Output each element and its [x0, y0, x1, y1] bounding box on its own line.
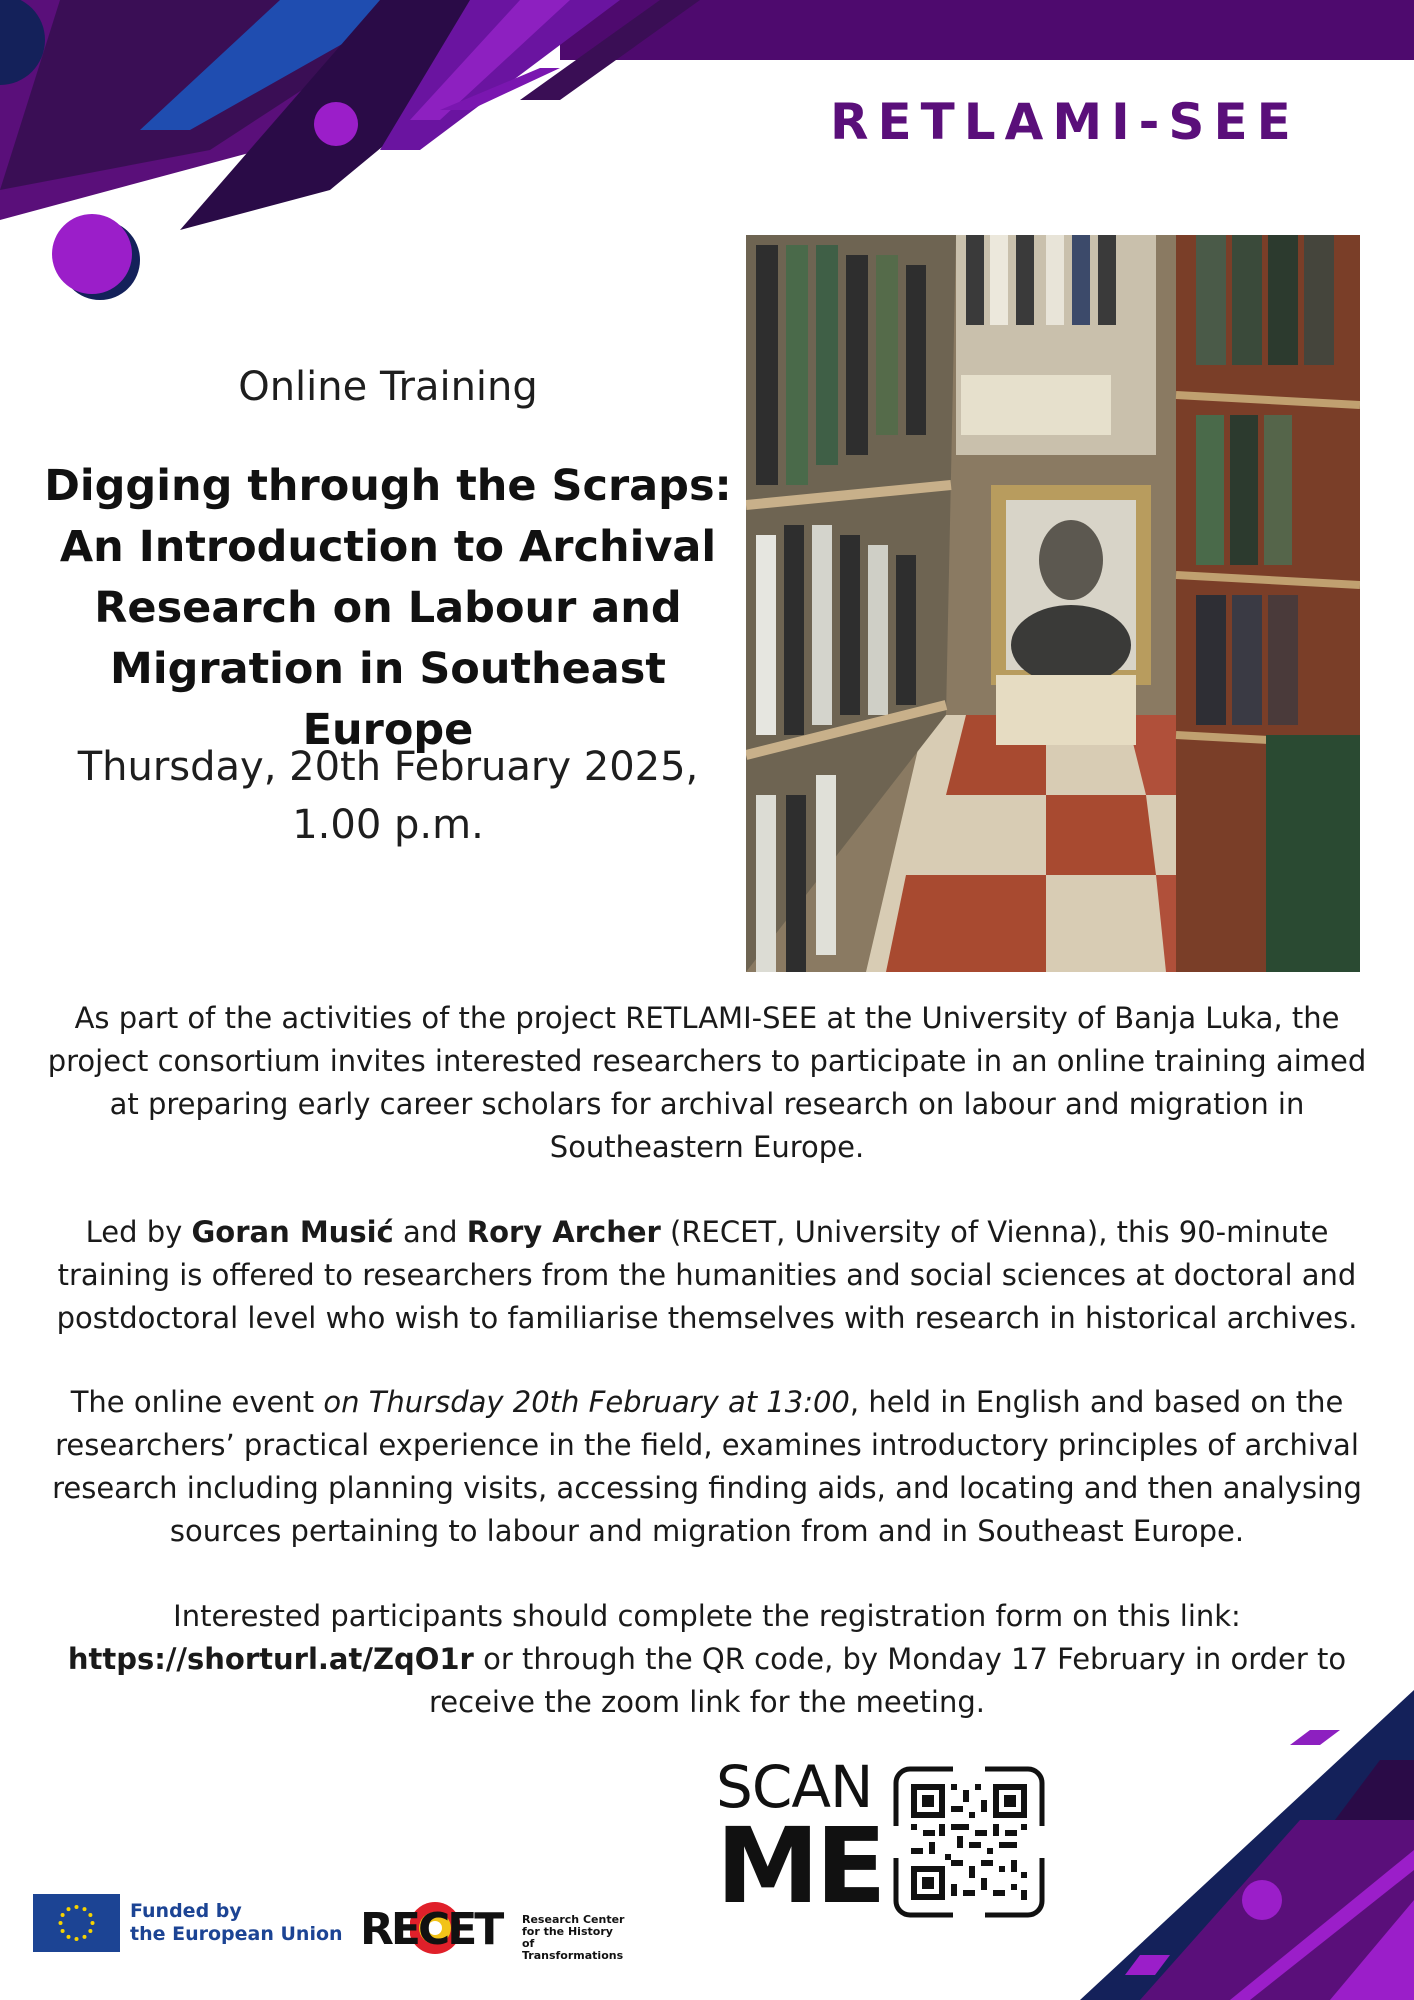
recet-logo: [360, 1896, 630, 1960]
registration-paragraph: [40, 1595, 1374, 1724]
recet-sub-line: for the History: [522, 1925, 613, 1938]
text-span: (RECET, University of Vienna), this 90-minute training is offered to researchers from the humanities and social sciences at doctoral and postdoctoral level who wish to familiarise themselves with research in historical archives.: [56, 1215, 1358, 1335]
details-paragraph: [40, 1381, 1374, 1553]
qr-code[interactable]: [893, 1766, 1045, 1918]
intro-paragraph: As part of the activities of the project RETLAMI-SEE at the University of Banja Luka, the project consortium invites interested researchers to participate in an online training aimed at preparing early career scholars for archival research on labour and migration in Southeastern Europe.: [47, 1001, 1367, 1164]
event-type: Online Training: [238, 364, 538, 410]
eu-funding-text: [130, 1900, 343, 1946]
event-date: [30, 738, 746, 854]
title-line: Research on Labour and: [94, 583, 682, 633]
archive-photo: [746, 235, 1360, 972]
eu-line: Funded by: [130, 1900, 242, 1922]
eu-flag-icon: [33, 1894, 120, 1952]
text-span: Interested participants should complete the registration form on this link:: [173, 1599, 1241, 1633]
recet-sub-line: of Transformations: [522, 1937, 624, 1962]
event-title: [30, 456, 746, 761]
text-span: or through the QR code, by Monday 17 February in order to receive the zoom link for the meeting.: [429, 1642, 1347, 1719]
text-span: , held in English and based on the researchers’ practical experience in the field, examines introductory principles of archival research including planning visits, accessing finding aids, and locating and then analysing sources pertaining to labour and migration from and in Southeast Europe.: [52, 1385, 1362, 1548]
trainer-name: Rory Archer: [466, 1215, 661, 1249]
event-date-line: Thursday, 20th February 2025,: [77, 744, 699, 790]
title-line: Digging through the Scraps:: [44, 461, 732, 511]
title-line: Migration in Southeast Europe: [110, 644, 666, 755]
me-text: ME: [716, 1805, 883, 1927]
text-span: Led by: [85, 1215, 192, 1249]
text-span: The online event: [70, 1385, 324, 1419]
eu-line: the European Union: [130, 1923, 343, 1945]
title-line: An Introduction to Archival: [59, 522, 717, 572]
text-span: and: [393, 1215, 467, 1249]
recet-wordmark: RECET: [360, 1904, 502, 1955]
project-logo: RETLAMI-SEE: [830, 93, 1300, 151]
scan-me-label: [716, 1753, 883, 1927]
recet-sub-line: Research Center: [522, 1913, 625, 1926]
recet-subtitle: [522, 1914, 630, 1962]
scan-text: SCAN: [716, 1753, 873, 1821]
event-time-emphasis: on Thursday 20th February at 13:00: [323, 1385, 850, 1419]
trainers-paragraph: [40, 1211, 1374, 1340]
event-time-line: 1.00 p.m.: [292, 802, 484, 848]
registration-link[interactable]: https://shorturl.at/ZqO1r: [67, 1642, 474, 1676]
trainer-name: Goran Musić: [191, 1215, 394, 1249]
